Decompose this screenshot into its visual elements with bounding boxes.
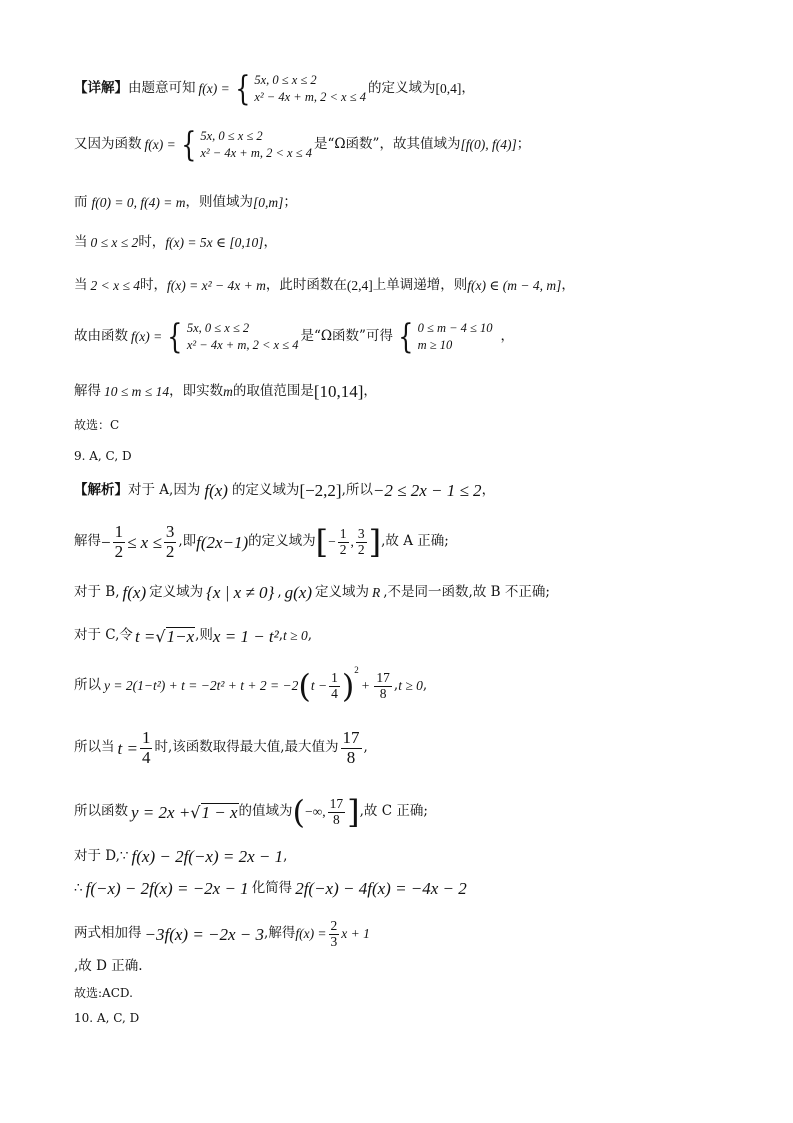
- math-fx: f(x) =: [131, 329, 163, 345]
- math-cond: 2 < x ≤ 4: [90, 278, 141, 293]
- text: ,解得: [264, 925, 296, 942]
- case-2: x² − 4x + m, 2 < x ≤ 4: [200, 146, 312, 160]
- line-22: [74, 1012, 753, 1024]
- math-expr: 2f(−x) − 4f(x) = −4x − 2: [295, 879, 467, 898]
- denominator: 4: [331, 685, 338, 701]
- text: 所以当: [74, 739, 115, 756]
- punct: ，: [363, 382, 377, 399]
- text: ，即实数: [169, 382, 224, 399]
- text: 定义域为: [314, 583, 369, 600]
- math-plus: +: [361, 678, 370, 694]
- text: ,: [277, 583, 282, 600]
- radicand: 1−x: [166, 627, 195, 646]
- text: ,故 C 正确;: [359, 803, 428, 820]
- denominator: 2: [165, 541, 175, 561]
- denominator: 2: [339, 541, 347, 557]
- math-fx: f(x) =: [144, 137, 176, 153]
- math-expr: f(0) = 0, f(4) = m: [91, 195, 186, 210]
- line-10: [74, 482, 753, 499]
- fraction: [341, 729, 362, 767]
- question-number: 9. A, C, D: [74, 449, 132, 463]
- brace: {: [234, 69, 251, 109]
- math-expr: −∞,: [305, 804, 326, 820]
- detail-label: 【详解】: [74, 80, 128, 97]
- text: ,: [278, 627, 284, 644]
- math-interval: (2,4]: [346, 278, 373, 293]
- math-range: [10,14]: [313, 382, 364, 401]
- text: 的定义域为: [248, 533, 316, 550]
- line-3: [74, 196, 753, 210]
- fraction: [356, 527, 367, 558]
- math-cond: t ≥ 0: [398, 678, 423, 694]
- numerator: 3: [357, 525, 365, 541]
- math-var: R: [371, 584, 381, 600]
- radical-sign: √: [155, 627, 166, 646]
- math-var: m: [223, 383, 233, 399]
- text: 对于 D,∵: [74, 847, 129, 864]
- line-11: 解得 − $\frac{1}{2}$ ≤ x ≤ $\frac{3}{2}$ ,即 f(2x−1) 的定义域为 [ − $\frac{1}{2}$ , $\frac{3}{2}$ ] ,故 A 正确;: [74, 521, 449, 561]
- punct: ，: [263, 234, 278, 250]
- cases: [254, 72, 366, 106]
- text: 所以: [74, 677, 101, 694]
- punct: ,: [422, 677, 428, 694]
- numerator: 1: [114, 521, 124, 541]
- math-expr: f(x) = 5x ∈ [0,10]: [165, 235, 264, 250]
- denominator: 2: [114, 541, 124, 561]
- denominator: 3: [330, 933, 338, 949]
- text: 故由函数: [74, 328, 128, 345]
- text: 定义域为: [149, 583, 204, 600]
- text: 上单调递增，则: [372, 277, 468, 293]
- text: 时，: [140, 277, 168, 293]
- numerator: 3: [165, 521, 175, 541]
- math-expr: x + 1: [341, 926, 370, 942]
- right-paren: ): [341, 667, 355, 705]
- line-14: [74, 666, 753, 706]
- text: 化简得: [251, 879, 293, 896]
- case-2: x² − 4x + m, 2 < x ≤ 4: [186, 338, 299, 352]
- text: ,则: [195, 627, 213, 644]
- brace: {: [398, 317, 414, 357]
- math-expr: t −: [310, 678, 328, 694]
- fraction: [329, 671, 340, 702]
- punct: ,: [307, 627, 312, 644]
- line-17: [74, 848, 753, 865]
- text: ，则值域为: [185, 194, 253, 210]
- math-domain: [−2,2]: [299, 481, 342, 500]
- line-5: [74, 279, 753, 293]
- radicand: 1 − x: [201, 803, 238, 822]
- sqrt: [155, 627, 195, 645]
- math-expr: x = 1 − t²: [212, 626, 279, 646]
- brace: {: [167, 317, 183, 357]
- fraction: [164, 523, 177, 561]
- text: 而: [74, 194, 88, 210]
- math-expr: f(−x) − 2f(x) = −2x − 1: [85, 879, 249, 898]
- denominator: 4: [141, 747, 151, 767]
- text: 对于 C,令: [74, 627, 133, 644]
- analysis-label: 【解析】: [74, 481, 128, 498]
- math-expr: g(x): [284, 583, 312, 602]
- text: 由题意可知: [128, 80, 196, 97]
- line-18: [74, 880, 753, 897]
- punct: ；: [283, 194, 297, 210]
- math-minus: −: [101, 532, 111, 552]
- numerator: 2: [330, 917, 338, 933]
- math-range: [0,m]: [252, 195, 284, 210]
- text: 解得: [74, 533, 101, 550]
- math-ineq: −2 ≤ 2x − 1 ≤ 2: [372, 481, 482, 500]
- punct: ,: [363, 739, 368, 756]
- text: ,所以: [341, 481, 373, 498]
- case-1: 5x, 0 ≤ x ≤ 2: [254, 73, 317, 88]
- numerator: 17: [376, 669, 390, 685]
- text: 是“Ω函数”，故其值域为: [313, 136, 461, 153]
- math-expr: y = 2x +: [131, 802, 191, 822]
- text: ∴: [74, 879, 83, 896]
- cases: [418, 320, 493, 354]
- punct: ，: [500, 328, 515, 345]
- text: 的定义域为: [231, 481, 300, 498]
- line-1: [74, 69, 753, 109]
- text: 对于 B,: [74, 583, 120, 600]
- case-2: x² − 4x + m, 2 < x ≤ 4: [254, 90, 366, 104]
- line-20: [74, 960, 753, 974]
- line-13: [74, 627, 753, 645]
- right-bracket: ]: [368, 523, 382, 561]
- answer-text: 故选:ACD.: [74, 986, 133, 1000]
- line-15: [74, 728, 753, 768]
- left-paren: (: [298, 667, 311, 705]
- math-expr: t =: [117, 738, 138, 758]
- math-expr: f(x) ∈ (m − 4, m]: [467, 278, 562, 293]
- case-1: 5x, 0 ≤ x ≤ 2: [186, 321, 250, 336]
- answer-text: 故选：C: [74, 418, 120, 432]
- line-4: [74, 236, 753, 250]
- text: 又因为函数: [74, 136, 142, 153]
- text: ，此时函数在: [265, 277, 347, 293]
- case-1: 5x, 0 ≤ x ≤ 2: [200, 129, 263, 144]
- denominator: 8: [379, 685, 387, 701]
- math-expr: f(x) = x² − 4x + m: [167, 278, 266, 293]
- math-cond: 0 ≤ x ≤ 2: [90, 235, 139, 250]
- math-domain: [0,4]: [435, 81, 462, 97]
- right-bracket: ]: [347, 793, 360, 831]
- denominator: 8: [333, 811, 340, 827]
- text: ,即: [178, 533, 197, 550]
- line-21: [74, 987, 753, 999]
- punct: ，: [461, 80, 475, 97]
- piecewise: [178, 125, 312, 165]
- line-16: [74, 792, 753, 832]
- line-12: [74, 584, 753, 601]
- text: 当: [74, 234, 88, 250]
- line-8: [74, 419, 753, 431]
- math-expr: t =: [134, 626, 156, 646]
- math-expr: f(x): [204, 481, 228, 500]
- numerator: 17: [342, 727, 360, 747]
- text: ,: [393, 677, 399, 694]
- math-expr: f(2x−1): [196, 532, 249, 552]
- sqrt: [190, 803, 238, 821]
- numerator: 1: [141, 727, 151, 747]
- math-expr: ≤ x ≤: [127, 532, 162, 552]
- line-7: [74, 383, 753, 400]
- math-expr: −3f(x) = −2x − 3: [144, 924, 265, 944]
- text: 是“Ω函数”可得: [300, 328, 393, 345]
- text: 的取值范围是: [232, 382, 314, 399]
- line-2: [74, 125, 753, 165]
- radical-sign: √: [190, 803, 201, 822]
- numerator: 1: [339, 525, 347, 541]
- fraction: [140, 729, 153, 767]
- text: 两式相加得: [74, 925, 142, 942]
- text: ,故 A 正确;: [381, 533, 449, 550]
- denominator: 8: [346, 747, 356, 767]
- piecewise: [164, 317, 299, 357]
- line-19: [74, 916, 753, 952]
- piecewise: [232, 69, 366, 109]
- text: ,不是同一函数,故 B 不正确;: [383, 583, 550, 600]
- text: 的值域为: [238, 803, 293, 820]
- math-expr: f(x): [122, 583, 147, 602]
- denominator: 2: [357, 541, 365, 557]
- punct: ；: [516, 136, 531, 153]
- punct: ，: [481, 481, 496, 498]
- brace: {: [180, 125, 197, 165]
- line-9: [74, 450, 753, 462]
- text: 当: [74, 277, 88, 293]
- cond-2: m ≥ 10: [417, 338, 453, 352]
- cases: [187, 320, 299, 354]
- text: 时，: [138, 234, 166, 250]
- left-bracket: [: [315, 523, 329, 561]
- text: 解得: [74, 382, 101, 399]
- math-cond: t ≥ 0: [283, 628, 308, 644]
- punct: ，: [561, 277, 575, 293]
- text: 对于 A,因为: [128, 481, 201, 498]
- text: 所以函数: [74, 803, 128, 820]
- numerator: 17: [329, 795, 344, 811]
- text: 时,该函数取得最大值,最大值为: [154, 739, 339, 756]
- math-minus: −: [328, 534, 336, 550]
- fraction: [374, 671, 392, 702]
- math-range: [f(0), f(4)]: [460, 137, 517, 153]
- question-number: 10. A, C, D: [74, 1011, 140, 1025]
- line-6: [74, 317, 753, 357]
- cond-1: 0 ≤ m − 4 ≤ 10: [417, 321, 493, 336]
- cases: [200, 128, 312, 162]
- punct: ,: [283, 847, 288, 864]
- math-expr: f(x) − 2f(−x) = 2x − 1: [131, 847, 284, 866]
- math-expr: 10 ≤ m ≤ 14: [104, 383, 170, 399]
- math-expr: y = 2(1−t²) + t = −2t² + t + 2 = −2: [104, 678, 299, 694]
- fraction: [113, 523, 126, 561]
- math-fx: f(x) =: [295, 926, 327, 942]
- condition-system: [395, 317, 493, 357]
- exponent: 2: [354, 665, 359, 675]
- math-fx: f(x) =: [198, 81, 230, 97]
- numerator: 1: [331, 669, 338, 685]
- left-paren: (: [292, 793, 306, 831]
- math-set: {x | x ≠ 0}: [206, 583, 275, 602]
- fraction: [338, 527, 349, 558]
- fraction: [328, 797, 346, 828]
- fraction: [329, 919, 340, 950]
- text: 的定义域为: [367, 80, 436, 97]
- text: ,故 D 正确.: [74, 958, 143, 974]
